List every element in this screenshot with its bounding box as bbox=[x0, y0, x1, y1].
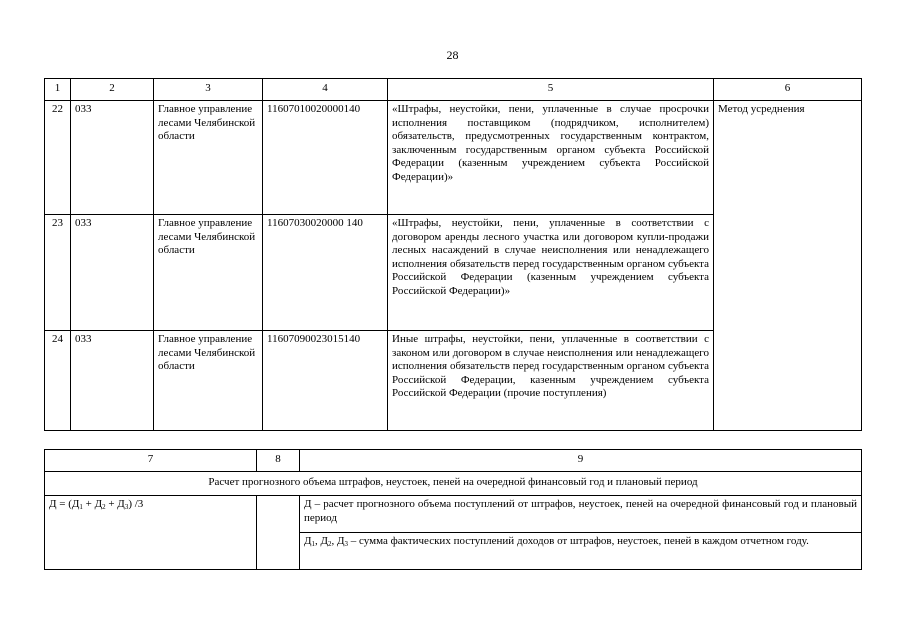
definition-subscript: 2 bbox=[328, 540, 332, 548]
forecast-table-header bbox=[45, 450, 862, 472]
row-number: 23 bbox=[45, 215, 71, 331]
formula-subscript: 2 bbox=[102, 503, 106, 511]
row-number: 24 bbox=[45, 331, 71, 431]
header-cell: 4 bbox=[263, 79, 388, 101]
header-cell: 6 bbox=[714, 79, 862, 101]
definition-forecast: Д – расчет прогнозного объема поступлений от штрафов, неустоек, пеней на очередной финансовый год и плановый период bbox=[300, 496, 862, 533]
definition-part: – сумма фактических поступлений доходов от штрафов, неустоек, пеней в каждом отчетном году. bbox=[348, 535, 809, 547]
forecast-title: Расчет прогнозного объема штрафов, неустоек, пеней на очередной финансовый год и плановый период bbox=[45, 472, 862, 496]
admin-code: 033 bbox=[71, 331, 154, 431]
kbk-code: 11607090023015140 bbox=[263, 331, 388, 431]
admin-code: 033 bbox=[71, 215, 154, 331]
header-cell: 3 bbox=[154, 79, 263, 101]
calculation-method: Метод усреднения bbox=[714, 101, 862, 431]
header-cell: 7 bbox=[45, 450, 257, 472]
header-cell: 5 bbox=[388, 79, 714, 101]
row-number: 22 bbox=[45, 101, 71, 215]
table-row bbox=[45, 496, 862, 533]
revenue-description: «Штрафы, неустойки, пени, уплаченные в соответствии с договором аренды лесного участка или договором купли-продажи лесных насаждений в случае неисполнения или ненадлежащего исполнения обязательств перед государственным органом субъекта Российской Федерации (казенным учреждением субъекта Российской Федерации)» bbox=[388, 215, 714, 331]
definition-part: , Д bbox=[331, 535, 345, 547]
admin-name: Главное управление лесами Челябинской области bbox=[154, 101, 263, 215]
formula-subscript: 1 bbox=[79, 503, 83, 511]
formula-part: ) /3 bbox=[128, 498, 144, 510]
header-cell: 8 bbox=[257, 450, 300, 472]
admin-name: Главное управление лесами Челябинской области bbox=[154, 331, 263, 431]
definition-part: Д bbox=[304, 535, 312, 547]
definition-part: , Д bbox=[315, 535, 329, 547]
revenue-description: Иные штрафы, неустойки, пени, уплаченные в соответствии с законом или договором в случае неисполнения или ненадлежащего исполнения обязательств перед государственным органом субъекта Российской Федерации, казенным учреждением субъекта Российской Федерации (прочие поступления) bbox=[388, 331, 714, 431]
kbk-code: 11607010020000140 bbox=[263, 101, 388, 215]
forecast-formula bbox=[45, 496, 257, 570]
definition-actuals bbox=[300, 533, 862, 570]
page-number: 28 bbox=[446, 48, 459, 62]
table-row bbox=[45, 101, 862, 215]
header-cell: 1 bbox=[45, 79, 71, 101]
kbk-code: 11607030020000 140 bbox=[263, 215, 388, 331]
forecast-table bbox=[44, 449, 862, 570]
formula-part: Д = (Д bbox=[49, 498, 80, 510]
definition-subscript: 1 bbox=[311, 540, 316, 548]
forecast-title-row bbox=[45, 472, 862, 496]
empty-cell bbox=[257, 496, 300, 570]
admin-name: Главное управление лесами Челябинской области bbox=[154, 215, 263, 331]
formula-part: + Д bbox=[82, 498, 103, 510]
revenue-description: «Штрафы, неустойки, пени, уплаченные в случае просрочки исполнения поставщиком (подрядчиком, исполнителем) обязательств, предусмотренных государственным контрактом, заключенным государственным органом субъекта Российской Федерации (казенным учреждением субъекта Российской Федерации)» bbox=[388, 101, 714, 215]
formula-subscript: 3 bbox=[124, 503, 129, 511]
formula-part: + Д bbox=[105, 498, 125, 510]
header-cell: 2 bbox=[71, 79, 154, 101]
revenue-table bbox=[44, 78, 862, 431]
header-cell: 9 bbox=[300, 450, 862, 472]
revenue-table-header bbox=[45, 79, 862, 101]
definition-subscript: 3 bbox=[344, 540, 349, 548]
admin-code: 033 bbox=[71, 101, 154, 215]
